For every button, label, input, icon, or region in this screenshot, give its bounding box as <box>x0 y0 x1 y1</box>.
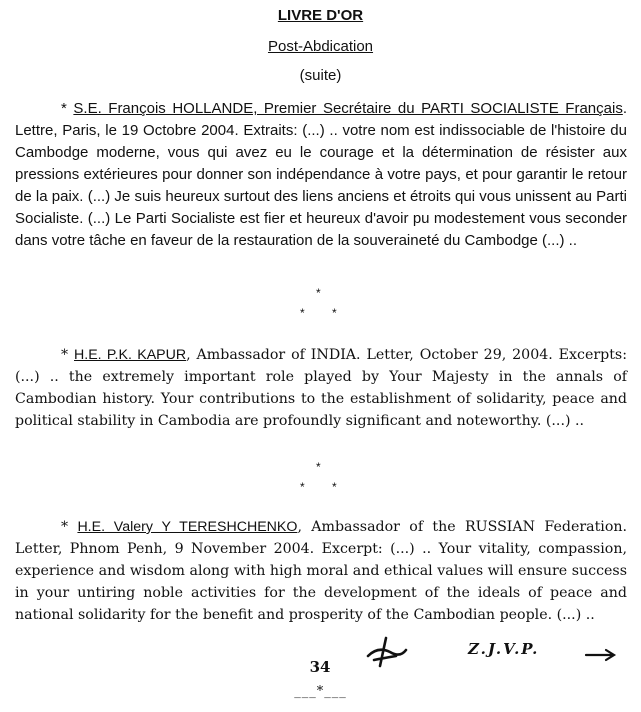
separator-star: * <box>316 460 321 474</box>
star-separator <box>0 460 641 494</box>
entry-text: . Lettre, Paris, le 19 Octobre 2004. Extraits: (...) .. votre nom est indissociable de l'histoire du Cambodge moderne, vous qui avez eu le courage et la détermination de résister aux pressions extérieures pour donner son indépendance à votre pays, et pour garantir le retour de la paix. (...) Je suis heureux surtout des liens anciens et étroits qui vous unissent au Parti Socialiste. (...) Le Parti Socialiste est fier et heureux d'avoir pu modestement vous seconder dans votre tâche en faveur de la restauration de la souveraineté du Cambodge (...) .. <box>15 100 627 249</box>
separator-star: * <box>300 306 305 320</box>
page-number: 34 <box>309 658 331 676</box>
star-separator <box>0 286 641 320</box>
entry-name: H.E. Valery Y TERESHCHENKO <box>77 519 298 535</box>
entry-name: H.E. P.K. KAPUR <box>74 347 187 363</box>
entry-kapur <box>15 344 627 432</box>
entry-hollande <box>15 98 627 252</box>
footer-mark: ___*___ <box>294 684 347 699</box>
separator-star: * <box>332 306 337 320</box>
entry-bullet: * <box>61 347 69 363</box>
entry-name: S.E. François HOLLANDE, Premier Secrétaire du PARTI SOCIALISTE Français <box>73 100 623 117</box>
entry-bullet: * <box>61 519 69 535</box>
page-title: LIVRE D'OR <box>277 7 364 24</box>
entry-text: , Ambassador of the RUSSIAN Federation. Letter, Phnom Penh, 9 November 2004. Excerpt: (...) .. Your vitality, compassion, experience and wisdom along with high moral and ethical values will ensure success in your untiring noble activities for the development of the ideals of peace and national solidarity for the benefit and prosperity of the Cambodian people. (...) .. <box>15 519 628 623</box>
separator-star: * <box>332 480 337 494</box>
separator-star: * <box>300 480 305 494</box>
arrow-right-icon <box>584 648 618 662</box>
entry-text: , Ambassador of INDIA. Letter, October 29, 2004. Excerpts:(...) .. the extremely important role played by Your Majesty in the annals of Cambodian history. Your contributions to the establishment of solidarity, peace and political stability in Cambodia are profoundly significant and noteworthy. (...) .. <box>15 347 627 429</box>
handwritten-signature <box>360 636 410 670</box>
handwritten-initials: Z.J.V.P. <box>468 640 540 658</box>
entry-bullet: * <box>61 100 67 117</box>
continuation-note: (suite) <box>299 67 342 84</box>
separator-star: * <box>316 286 321 300</box>
entry-tereshchenko <box>15 516 627 626</box>
page-subtitle: Post-Abdication <box>267 38 374 55</box>
